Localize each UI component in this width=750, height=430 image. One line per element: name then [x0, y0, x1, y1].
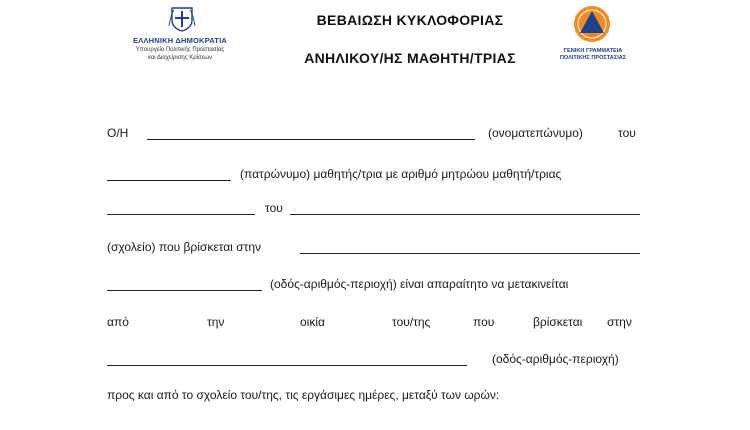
label-home-street: (οδός-αριθμός-περιοχή)	[492, 352, 619, 366]
label-schedule: προς και από το σχολείο του/της, τις εργάσιμες ημέρες, μεταξύ των ωρών:	[107, 388, 500, 402]
word: στην	[607, 315, 632, 329]
word: από	[107, 315, 129, 329]
word: του/της	[392, 315, 431, 329]
label-full-name: (ονοματεπώνυμο)	[488, 126, 583, 140]
civil-protection-name: ΓΕΝΙΚΗ ΓΡΑΜΜΑΤΕΙΑ ΠΟΛΙΤΙΚΗΣ ΠΡΟΣΤΑΣΙΑΣ	[559, 48, 627, 61]
field-home-address[interactable]	[107, 365, 467, 366]
label-student-id: (πατρώνυμο) μαθητής/τρια με αριθμό μητρώου μαθητή/τριας	[240, 167, 562, 181]
label-tou-1: του	[618, 126, 636, 140]
label-tou-2: του	[265, 201, 283, 215]
ministry-name: Υπουργείο Πολιτικής Προστασίας και Διαχείρισης Κρίσεων	[135, 47, 225, 61]
word: την	[207, 315, 225, 329]
word: που	[473, 315, 495, 329]
document-subtitle: ΑΝΗΛΙΚΟΥ/ΗΣ ΜΑΘΗΤΗ/ΤΡΙΑΣ	[304, 50, 516, 66]
label-must-travel: (οδός-αριθμός-περιοχή) είναι απαραίτητο να μετακινείται	[270, 277, 569, 291]
document-title: ΒΕΒΑΙΩΣΗ ΚΥΚΛΟΦΟΡΙΑΣ	[316, 12, 504, 28]
government-name: ΕΛΛΗΝΙΚΗ ΔΗΜΟΚΡΑΤΙΑ	[133, 36, 227, 45]
word: οικία	[300, 315, 325, 329]
field-fathers-name[interactable]	[107, 180, 231, 181]
field-student-id[interactable]	[107, 214, 255, 215]
field-school[interactable]	[290, 214, 640, 215]
word: βρίσκεται	[533, 315, 583, 329]
field-full-name[interactable]	[147, 139, 475, 140]
field-school-street[interactable]	[107, 290, 262, 291]
field-school-address[interactable]	[300, 253, 640, 254]
label-school-located: (σχολείο) που βρίσκεται στην	[107, 240, 262, 254]
label-oh: Ο/Η	[107, 126, 129, 140]
